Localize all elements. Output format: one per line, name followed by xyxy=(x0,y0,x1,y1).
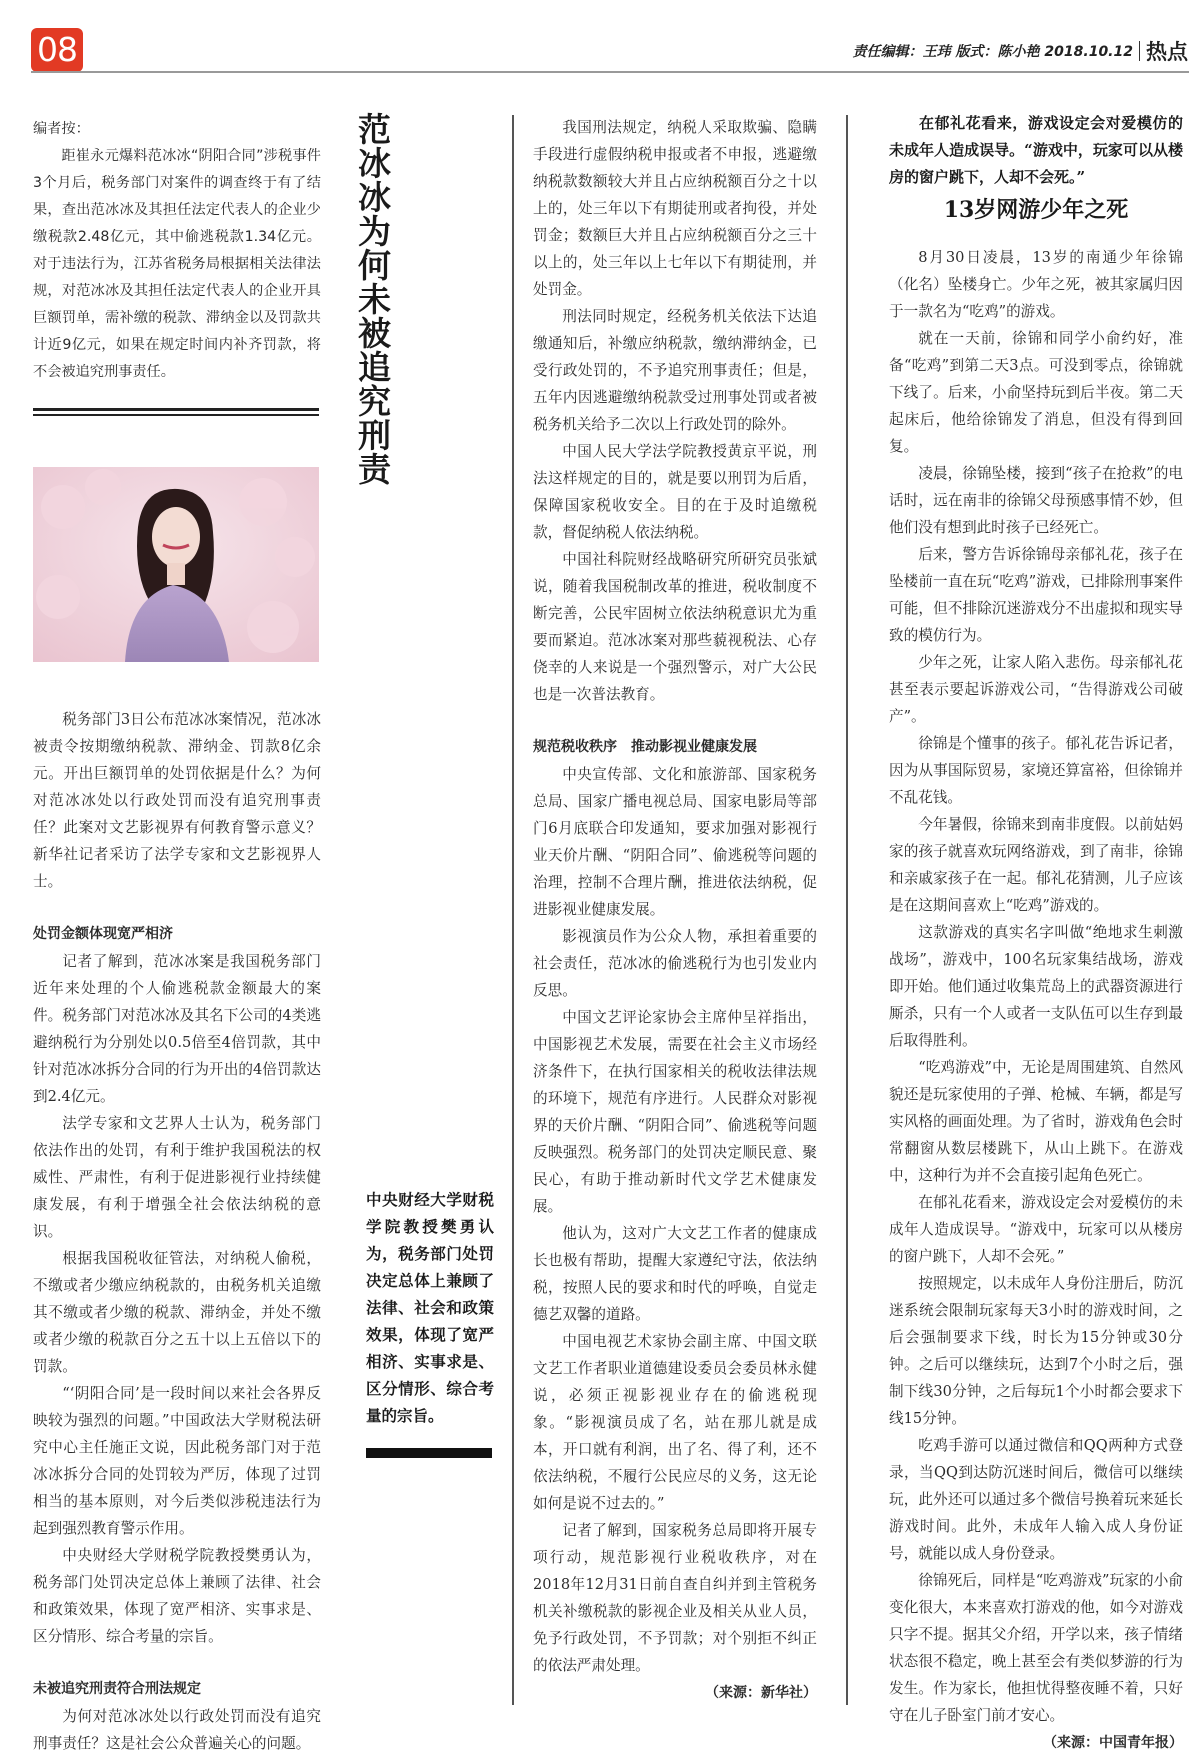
paragraph: 吃鸡手游可以通过微信和QQ两种方式登录，当QQ到达防沉迷时间后，微信可以继续玩，此外还可以通过多个微信号换着玩来延长游戏时间。此外，未成年人输入成人身份证号，就能以成人身份登录。 xyxy=(889,1437,1183,1562)
paragraph: 影视演员作为公众人物，承担着重要的社会责任，范冰冰的偷逃税行为也引发业内反思。 xyxy=(533,928,817,999)
headline: 范冰冰为何未被追究刑责 xyxy=(353,112,392,486)
paragraph: 8月30日凌晨，13岁的南通少年徐锦（化名）坠楼身亡。少年之死，被其家属归因于一款名为“吃鸡”的游戏。 xyxy=(889,249,1183,320)
editor-note-text: 距崔永元爆料范冰冰“阴阳合同”涉税事件3个月后，税务部门对案件的调查终于有了结果，查出范冰冰及其担任法定代表人的企业少缴税款2.48亿元，其中偷逃税款1.34亿元。对于违法行为，江苏省税务局根据相关法律法规，对范冰冰及其担任法定代表人的企业开具巨额罚单，需补缴的税款、滞纳金以及罚款共计近9亿元，如果在规定时间内补齐罚款，将不会被追究刑事责任。 xyxy=(33,148,321,380)
paragraph: 为何对范冰冰处以行政处罚而没有追究刑事责任？这是社会公众普遍关心的问题。 xyxy=(33,1708,321,1752)
paragraph: 中国社科院财经战略研究所研究员张斌说，随着我国税制改革的推进，税收制度不断完善，公民牢固树立依法纳税意识尤为重要而紧迫。范冰冰案对那些藐视税法、心存侥幸的人来说是一个强烈警示，对广大公民也是一次普法教育。 xyxy=(533,551,817,703)
paragraph: 凌晨，徐锦坠楼，接到“孩子在抢救”的电话时，远在南非的徐锦父母预感事情不妙，但他们没有想到此时孩子已经死亡。 xyxy=(889,465,1183,536)
paragraph: 我国刑法规定，纳税人采取欺骗、隐瞒手段进行虚假纳税申报或者不申报，逃避缴纳税款数额较大并且占应纳税额百分之十以上的，处三年以下有期徒刑或者拘役，并处罚金；数额巨大并且占应纳税额百分之三十以上的，处三年以上七年以下有期徒刑，并处罚金。 xyxy=(533,119,817,298)
article-column-3 xyxy=(533,114,817,1679)
paragraph: “‘阴阳合同’是一段时间以来社会各界反映较为强烈的问题。”中国政法大学财税法研究中心主任施正文说，因此税务部门对于范冰冰拆分合同的处罚较为严厉，体现了过罚相当的基本原则，对今后类似涉税违法行为起到强烈教育警示作用。 xyxy=(33,1385,321,1537)
article-photo xyxy=(33,467,319,662)
paragraph: 中国人民大学法学院教授黄京平说，刑法这样规定的目的，就是要以刑罚为后盾，保障国家税收安全。目的在于及时追缴税款，督促纳税人依法纳税。 xyxy=(533,443,817,541)
paragraph: 后来，警方告诉徐锦母亲郁礼花，孩子在坠楼前一直在玩“吃鸡”游戏，已排除刑事案件可能，但不排除沉迷游戏分不出虚拟和现实导致的模仿行为。 xyxy=(889,546,1183,644)
paragraph: 税务部门3日公布范冰冰案情况，范冰冰被责令按期缴纳税款、滞纳金、罚款8亿余元。开出巨额罚单的处罚依据是什么？为何对范冰冰处以行政处罚而没有追究刑事责任？此案对文艺影视界有何教育警示意义？新华社记者采访了法学专家和文艺影视界人士。 xyxy=(33,711,321,890)
header-rule xyxy=(31,71,1189,73)
paragraph: 在郁礼花看来，游戏设定会对爱模仿的未成年人造成误导。“游戏中，玩家可以从楼房的窗户跳下，人却不会死。” xyxy=(889,1194,1183,1265)
paragraph: 这款游戏的真实名字叫做“绝地求生刺激战场”，游戏中，100名玩家集结战场，游戏即开始。他们通过收集荒岛上的武器资源进行厮杀，只有一个人或者一支队伍可以生存到最后取得胜利。 xyxy=(889,924,1183,1049)
column-divider xyxy=(846,115,848,1705)
column-divider xyxy=(512,115,514,1705)
paragraph: “吃鸡游戏”中，无论是周围建筑、自然风貌还是玩家使用的子弹、枪械、车辆，都是写实风格的画面处理。为了省时，游戏角色会时常翻窗从数层楼跳下，从山上跳下。在游戏中，这种行为并不会直接引起角色死亡。 xyxy=(889,1059,1183,1184)
article-column-1 xyxy=(33,706,321,1757)
paragraph: 少年之死，让家人陷入悲伤。母亲郁礼花甚至表示要起诉游戏公司，“告得游戏公司破产”。 xyxy=(889,654,1183,725)
paragraph: 根据我国税收征管法，对纳税人偷税，不缴或者少缴应纳税款的，由税务机关追缴其不缴或者少缴的税款、滞纳金，并处不缴或者少缴的税款百分之五十以上五倍以下的罚款。 xyxy=(33,1250,321,1375)
paragraph: 中央财经大学财税学院教授樊勇认为，税务部门处罚决定总体上兼顾了法律、社会和政策效果，体现了宽严相济、实事求是、区分情形、综合考量的宗旨。 xyxy=(33,1547,321,1645)
header-right xyxy=(853,36,1188,66)
double-rule-top xyxy=(33,408,319,411)
paragraph: 他认为，这对广大文艺工作者的健康成长也极有帮助，提醒大家遵纪守法，依法纳税，按照人民的要求和时代的呼唤，自觉走德艺双馨的道路。 xyxy=(533,1225,817,1323)
paragraph: 法学专家和文艺界人士认为，税务部门依法作出的处罚，有利于维护我国税法的权威性、严肃性，有利于促进影视行业持续健康发展，有利于增强全社会依法纳税的意识。 xyxy=(33,1115,321,1240)
story-headline: 13岁网游少年之死 xyxy=(943,197,1129,223)
source-credit: （来源：新华社） xyxy=(705,1685,817,1701)
story-intro-text: 在郁礼花看来，游戏设定会对爱模仿的未成年人造成误导。“游戏中，玩家可以从楼房的窗户跳下，人却不会死。” xyxy=(889,114,1183,186)
section-heading: 规范税收秩序 推动影视业健康发展 xyxy=(533,739,757,755)
paragraph: 按照规定，以未成年人身份注册后，防沉迷系统会限制玩家每天3小时的游戏时间，之后会强制要求下线，时长为15分钟或30分钟。之后可以继续玩，达到7个小时之后，强制下线30分钟，之后每玩1个小时都会要求下线15分钟。 xyxy=(889,1275,1183,1427)
section-name: 热点 xyxy=(1146,40,1188,64)
article-column-4 xyxy=(889,244,1183,1729)
column-4-wrapper xyxy=(889,110,1183,1755)
paragraph: 中国电视艺术家协会副主席、中国文联文艺工作者职业道德建设委员会委员林永健说，必须正视影视业存在的偷逃税现象。“影视演员成了名，站在那儿就是成本，开口就有利润，出了名、得了利，还不依法纳税，不履行公民应尽的义务，这无论如何是说不过去的。” xyxy=(533,1333,817,1512)
paragraph: 中国文艺评论家协会主席仲呈祥指出，中国影视艺术发展，需要在社会主义市场经济条件下，在执行国家相关的税收法律法规的环境下，规范有序进行。人民群众对影视界的天价片酬、“阴阳合同”、偷逃税等问题反映强烈。税务部门的处罚决定顺民意、聚民心，有助于推动新时代文学艺术健康发展。 xyxy=(533,1009,817,1215)
paragraph: 刑法同时规定，经税务机关依法下达追缴通知后，补缴应纳税款，缴纳滞纳金，已受行政处罚的，不予追究刑事责任；但是，五年内因逃避缴纳税款受过刑事处罚或者被税务机关给予二次以上行政处罚的除外。 xyxy=(533,308,817,433)
paragraph: 中央宣传部、文化和旅游部、国家税务总局、国家广播电视总局、国家电影局等部门6月底联合印发通知，要求加强对影视行业天价片酬、“阴阳合同”、偷逃税等问题的治理，控制不合理片酬，推进依法纳税，促进影视业健康发展。 xyxy=(533,766,817,918)
paragraph: 今年暑假，徐锦来到南非度假。以前姑妈家的孩子就喜欢玩网络游戏，到了南非，徐锦和亲戚家孩子在一起。郁礼花猜测，儿子应该是在这期间喜欢上“吃鸡”游戏的。 xyxy=(889,816,1183,914)
story-intro xyxy=(889,110,1183,191)
section-heading: 未被追究刑责符合刑法规定 xyxy=(33,1681,201,1697)
section-heading: 处罚金额体现宽严相济 xyxy=(33,926,173,942)
paragraph: 徐锦死后，同样是“吃鸡游戏”玩家的小俞变化很大，本来喜欢打游戏的他，如今对游戏只字不提。据其父介绍，开学以来，孩子情绪状态很不稳定，晚上甚至会有类似梦游的行为发生。作为家长，他担忧得整夜睡不着，只好守在儿子卧室门前才安心。 xyxy=(889,1572,1183,1724)
editor-note-label: 编者按： xyxy=(33,121,90,137)
paragraph: 徐锦是个懂事的孩子。郁礼花告诉记者，因为从事国际贸易，家境还算富裕，但徐锦并不乱花钱。 xyxy=(889,735,1183,806)
page-number-badge: 08 xyxy=(31,28,83,72)
paragraph: 记者了解到，国家税务总局即将开展专项行动，规范影视行业税收秩序，对在2018年12月31日前自查自纠并到主管税务机关补缴税款的影视企业及相关从业人员，免予行政处罚，不予罚款；对个别拒不纠正的依法严肃处理。 xyxy=(533,1522,817,1674)
header-divider xyxy=(1139,41,1140,61)
pull-quote: 中央财经大学财税学院教授樊勇认为，税务部门处罚决定总体上兼顾了法律、社会和政策效果，体现了宽严相济、实事求是、区分情形、综合考量的宗旨。 xyxy=(366,1190,494,1425)
paragraph: 就在一天前，徐锦和同学小俞约好，准备“吃鸡”到第二天3点。可没到零点，徐锦就下线了。后来，小俞坚持玩到后半夜。第二天起床后，他给徐锦发了消息，但没有得到回复。 xyxy=(889,330,1183,455)
pull-quote-bar xyxy=(366,1448,492,1458)
source-credit: （来源：中国青年报） xyxy=(1043,1735,1183,1751)
column-3-wrapper xyxy=(533,114,817,1705)
double-rule-bottom xyxy=(33,414,319,416)
editor-note xyxy=(33,116,321,386)
paragraph: 记者了解到，范冰冰案是我国税务部门近年来处理的个人偷逃税款金额最大的案件。税务部门对范冰冰及其名下公司的4类逃避纳税行为分别处以0.5倍至4倍罚款，其中针对范冰冰拆分合同的行为开出的4倍罚款达到2.4亿元。 xyxy=(33,953,321,1105)
editor-credits: 责任编辑：王玮 版式：陈小艳 2018.10.12 xyxy=(852,44,1133,60)
